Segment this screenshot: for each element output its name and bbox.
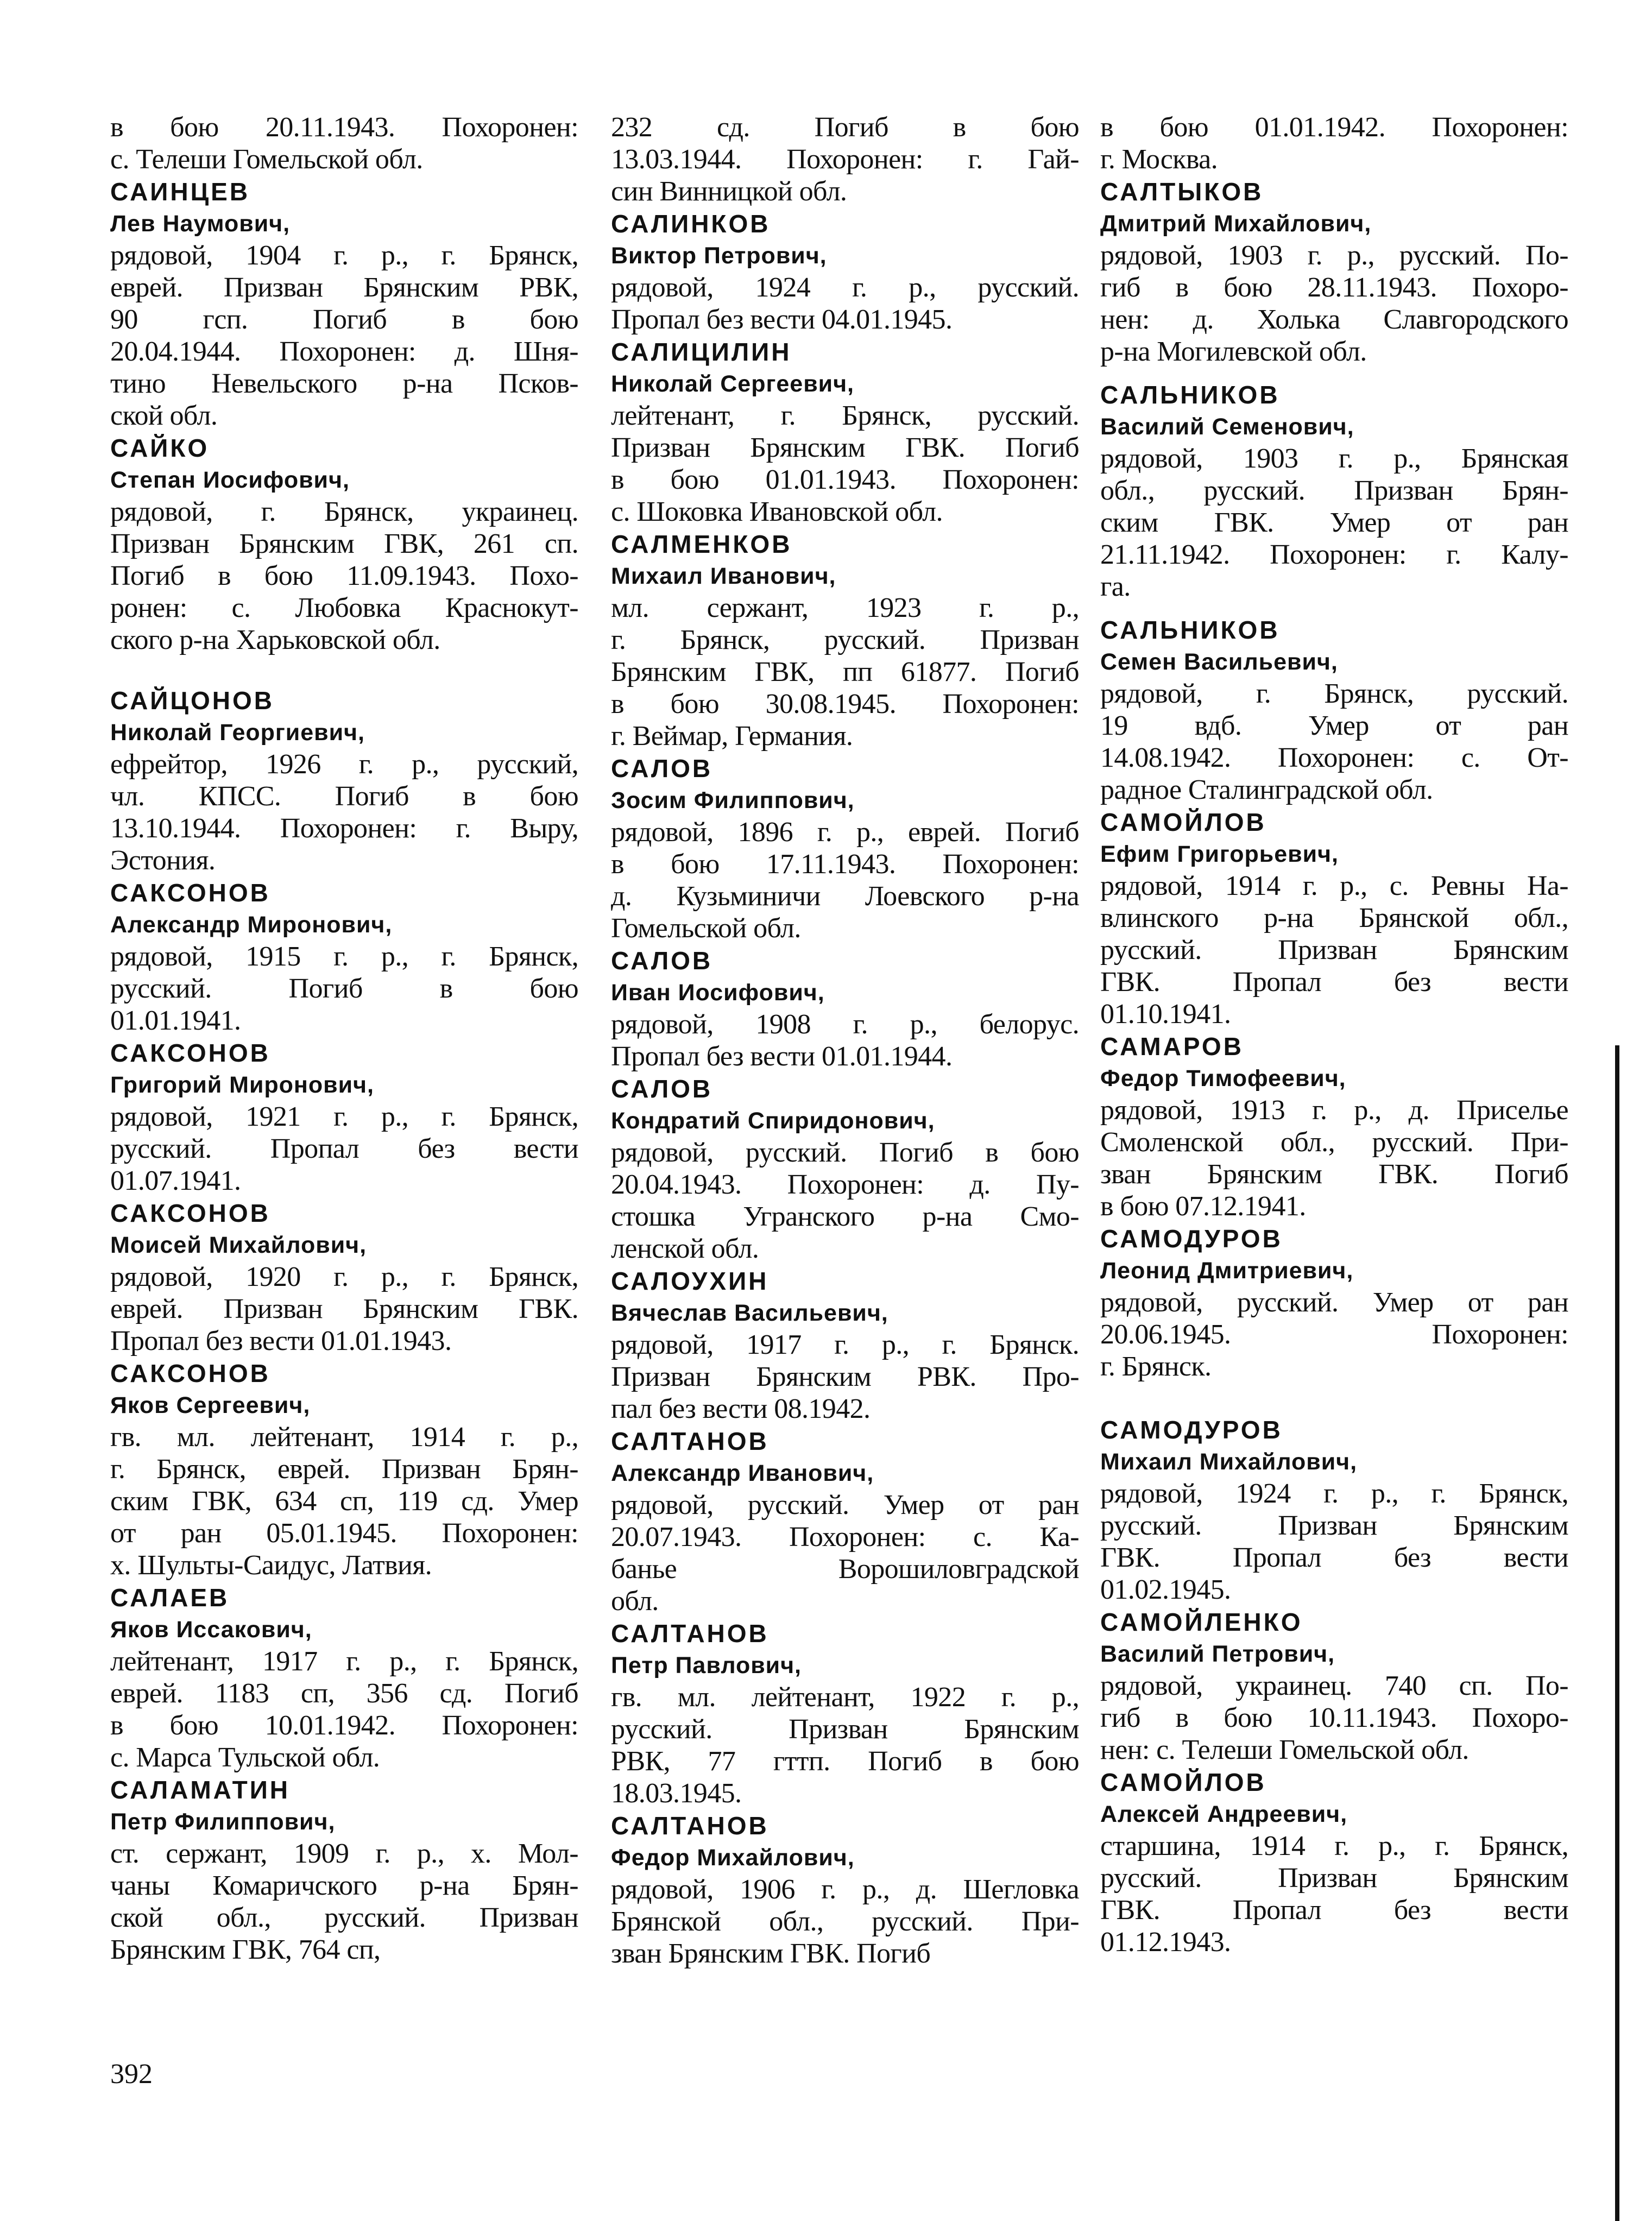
- text-line: ским ГВК, 634 сп, 119 сд. Умер: [110, 1486, 578, 1517]
- entry-given-name: Григорий Миронович,: [110, 1072, 374, 1098]
- person-entry: [1100, 1030, 1568, 1222]
- entry-surname: САМОДУРОВ: [1100, 1225, 1283, 1253]
- text-line: с. Телеши Гомельской обл.: [110, 144, 423, 175]
- entry-surname: САЛОВ: [611, 947, 713, 975]
- text-line: ГВК. Пропал без вести: [1100, 1895, 1568, 1926]
- text-line: гв. мл. лейтенант, 1914 г. р.,: [110, 1422, 578, 1453]
- entry-given-name: Семен Васильевич,: [1100, 649, 1338, 675]
- text-line: русский. Призван Брянским: [611, 1714, 1079, 1745]
- text-line: рядовой, г. Брянск, украинец.: [110, 496, 578, 527]
- entry-given-name: Василий Семенович,: [1100, 414, 1354, 440]
- text-line: Эстония.: [110, 845, 216, 876]
- text-line: рядовой, 1903 г. р., Брянская: [1100, 443, 1568, 474]
- text-line: в бою 07.12.1941.: [1100, 1191, 1306, 1222]
- person-entry: [110, 1357, 578, 1581]
- scan-edge-bar: [1615, 1045, 1619, 2221]
- entry-given-name: Василий Петрович,: [1100, 1641, 1335, 1667]
- text-line: еврей. Призван Брянским РВК,: [110, 272, 578, 303]
- entry-surname: САЛМЕНКОВ: [611, 530, 792, 558]
- text-line: Брянским ГВК, 764 сп,: [110, 1934, 381, 1965]
- text-line: гиб в бою 28.11.1943. Похоро-: [1100, 272, 1568, 303]
- text-line: Пропал без вести 01.01.1944.: [611, 1041, 953, 1072]
- text-line: г. Брянск, еврей. Призван Брян-: [110, 1454, 578, 1485]
- text-line: еврей. 1183 сп, 356 сд. Погиб: [110, 1678, 578, 1709]
- entry-surname: САЛОВ: [611, 1075, 713, 1103]
- person-entry: [1100, 175, 1568, 368]
- text-line: с. Марса Тульской обл.: [110, 1742, 380, 1773]
- entry-given-name: Иван Иосифович,: [611, 980, 825, 1006]
- text-line: 21.11.1942. Похоронен: г. Калу-: [1100, 539, 1568, 570]
- person-entry: [110, 1197, 578, 1357]
- continuation-text: [1100, 111, 1568, 175]
- text-line: 232 сд. Погиб в бою: [611, 112, 1079, 143]
- entry-given-name: Ефим Григорьевич,: [1100, 841, 1339, 867]
- continuation-text: [110, 111, 578, 175]
- person-entry: [110, 876, 578, 1037]
- entry-surname: САМАРОВ: [1100, 1032, 1244, 1061]
- page-number: 392: [110, 2059, 153, 2090]
- text-line: рядовой, русский. Умер от ран: [611, 1490, 1079, 1520]
- text-line: г. Брянск, русский. Призван: [611, 624, 1079, 655]
- text-line: г. Москва.: [1100, 144, 1218, 175]
- text-line: рядовой, 1917 г. р., г. Брянск.: [611, 1329, 1079, 1360]
- text-line: старшина, 1914 г. р., г. Брянск,: [1100, 1831, 1568, 1862]
- text-line: русский. Призван Брянским: [1100, 935, 1568, 966]
- text-line: Пропал без вести 01.01.1943.: [110, 1326, 452, 1356]
- text-line: рядовой, 1906 г. р., д. Шегловка: [611, 1874, 1079, 1905]
- person-entry: [1100, 1222, 1568, 1383]
- text-line: лейтенант, г. Брянск, русский.: [611, 400, 1079, 431]
- text-line: чаны Комаричского р-на Брян-: [110, 1870, 578, 1901]
- text-line: 01.10.1941.: [1100, 999, 1231, 1030]
- text-line: рядовой, 1908 г. р., белорус.: [611, 1009, 1079, 1040]
- text-line: РВК, 77 гттп. Погиб в бою: [611, 1746, 1079, 1777]
- text-line: нен: с. Телеши Гомельской обл.: [1100, 1734, 1469, 1765]
- text-line: Гомельской обл.: [611, 913, 801, 944]
- text-line: ского р-на Харьковской обл.: [110, 624, 440, 655]
- text-line: радное Сталинградской обл.: [1100, 774, 1433, 805]
- spacer: [1100, 368, 1568, 378]
- person-entry: [1100, 1414, 1568, 1606]
- text-line: 13.03.1944. Похоронен: г. Гай-: [611, 144, 1079, 175]
- entry-surname: САМОЙЛОВ: [1100, 1768, 1266, 1796]
- person-entry: [611, 1617, 1079, 1809]
- text-line: пал без вести 08.1942.: [611, 1393, 871, 1424]
- entry-surname: САКСОНОВ: [110, 879, 270, 907]
- text-line: рядовой, 1921 г. р., г. Брянск,: [110, 1101, 578, 1132]
- entry-surname: САЛТАНОВ: [611, 1427, 769, 1455]
- text-line: мл. сержант, 1923 г. р.,: [611, 592, 1079, 623]
- entry-given-name: Яков Сергеевич,: [110, 1392, 311, 1418]
- person-entry: [611, 207, 1079, 336]
- entry-given-name: Петр Павлович,: [611, 1652, 802, 1679]
- text-line: рядовой, 1913 г. р., д. Приселье: [1100, 1095, 1568, 1126]
- text-line: еврей. Призван Брянским ГВК.: [110, 1294, 578, 1324]
- entry-surname: САЛИНКОВ: [611, 210, 771, 238]
- text-line: лейтенант, 1917 г. р., г. Брянск,: [110, 1646, 578, 1677]
- entry-given-name: Леонид Дмитриевич,: [1100, 1258, 1354, 1284]
- entry-given-name: Федор Тимофеевич,: [1100, 1065, 1346, 1091]
- text-line: Призван Брянским ГВК. Погиб: [611, 432, 1079, 463]
- person-entry: [611, 1265, 1079, 1425]
- text-line: 01.12.1943.: [1100, 1927, 1231, 1958]
- entry-surname: САКСОНОВ: [110, 1199, 270, 1227]
- entry-given-name: Николай Сергеевич,: [611, 371, 854, 397]
- entry-surname: САИНЦЕВ: [110, 178, 250, 206]
- text-line: тино Невельского р-на Псков-: [110, 368, 578, 399]
- text-line: ефрейтор, 1926 г. р., русский,: [110, 749, 578, 780]
- text-line: р-на Могилевской обл.: [1100, 336, 1367, 367]
- text-line: стошка Угранского р-на Смо-: [611, 1201, 1079, 1232]
- text-line: нен: д. Холька Славгородского: [1100, 304, 1568, 335]
- text-line: ст. сержант, 1909 г. р., х. Мол-: [110, 1838, 578, 1869]
- person-entry: [1100, 1606, 1568, 1766]
- spacer: [1100, 1383, 1568, 1414]
- text-line: влинского р-на Брянской обл.,: [1100, 903, 1568, 933]
- person-entry: [611, 1809, 1079, 1970]
- text-line: син Винницкой обл.: [611, 176, 847, 207]
- text-line: рядовой, 1914 г. р., с. Ревны На-: [1100, 870, 1568, 901]
- text-line: д. Кузьминичи Лоевского р-на: [611, 881, 1079, 912]
- text-line: обл., русский. Призван Брян-: [1100, 475, 1568, 506]
- text-line: рядовой, русский. Умер от ран: [1100, 1287, 1568, 1318]
- text-line: ГВК. Пропал без вести: [1100, 1542, 1568, 1573]
- entry-surname: САЛТАНОВ: [611, 1812, 769, 1840]
- text-line: га.: [1100, 571, 1131, 602]
- entry-surname: САЛЬНИКОВ: [1100, 616, 1280, 644]
- entry-surname: САЛИЦИЛИН: [611, 338, 792, 366]
- text-line: ской обл.: [110, 400, 218, 431]
- text-line: рядовой, 1924 г. р., г. Брянск,: [1100, 1478, 1568, 1509]
- person-entry: [611, 752, 1079, 944]
- person-entry: [1100, 378, 1568, 603]
- text-line: Смоленской обл., русский. При-: [1100, 1127, 1568, 1158]
- text-line: 19 вдб. Умер от ран: [1100, 710, 1568, 741]
- entry-surname: САЙЦОНОВ: [110, 686, 274, 715]
- text-line: рядовой, 1920 г. р., г. Брянск,: [110, 1261, 578, 1292]
- text-line: 18.03.1945.: [611, 1778, 742, 1809]
- entry-surname: САЙКО: [110, 434, 210, 462]
- entry-given-name: Александр Иванович,: [611, 1460, 874, 1486]
- spacer: [1100, 603, 1568, 614]
- entry-given-name: Алексей Андреевич,: [1100, 1801, 1348, 1827]
- entry-surname: САМОЙЛОВ: [1100, 808, 1266, 836]
- text-line: русский. Погиб в бою: [110, 973, 578, 1004]
- entry-given-name: Николай Георгиевич,: [110, 720, 365, 746]
- entry-surname: САМОЙЛЕНКО: [1100, 1608, 1303, 1636]
- text-line: рядовой, 1904 г. р., г. Брянск,: [110, 240, 578, 271]
- text-line: ленской обл.: [611, 1233, 759, 1264]
- person-entry: [110, 1581, 578, 1774]
- entry-surname: САКСОНОВ: [110, 1039, 270, 1067]
- text-line: Призван Брянским РВК. Про-: [611, 1361, 1079, 1392]
- person-entry: [611, 336, 1079, 528]
- text-line: рядовой, 1903 г. р., русский. По-: [1100, 240, 1568, 271]
- text-line: 01.07.1941.: [110, 1165, 241, 1196]
- entry-given-name: Яков Иссакович,: [110, 1617, 312, 1643]
- text-line: 20.06.1945. Похоронен:: [1100, 1319, 1568, 1350]
- text-line: обл.: [611, 1586, 659, 1617]
- text-line: 20.07.1943. Похоронен: с. Ка-: [611, 1522, 1079, 1553]
- entry-surname: САМОДУРОВ: [1100, 1416, 1283, 1444]
- person-entry: [611, 528, 1079, 752]
- person-entry: [611, 1425, 1079, 1617]
- text-line: 20.04.1944. Похоронен: д. Шня-: [110, 336, 578, 367]
- entry-given-name: Лев Наумович,: [110, 211, 291, 237]
- text-line: г. Брянск.: [1100, 1351, 1212, 1382]
- text-line: чл. КПСС. Погиб в бою: [110, 781, 578, 812]
- text-line: 20.04.1943. Похоронен: д. Пу-: [611, 1169, 1079, 1200]
- text-line: ронен: с. Любовка Краснокут-: [110, 592, 578, 623]
- text-line: русский. Призван Брянским: [1100, 1863, 1568, 1894]
- text-line: 90 гсп. Погиб в бою: [110, 304, 578, 335]
- entry-surname: САЛАЕВ: [110, 1583, 230, 1612]
- text-line: в бою 01.01.1942. Похоронен:: [1100, 112, 1568, 143]
- text-line: рядовой, русский. Погиб в бою: [611, 1137, 1079, 1168]
- text-line: рядовой, г. Брянск, русский.: [1100, 678, 1568, 709]
- entry-given-name: Вячеслав Васильевич,: [611, 1300, 888, 1326]
- person-entry: [1100, 614, 1568, 806]
- text-line: русский. Призван Брянским: [1100, 1510, 1568, 1541]
- entry-given-name: Степан Иосифович,: [110, 467, 350, 493]
- column-1: [110, 111, 578, 1966]
- entry-given-name: Зосим Филиппович,: [611, 787, 855, 813]
- text-line: рядовой, украинец. 740 сп. По-: [1100, 1670, 1568, 1701]
- entry-given-name: Моисей Михайлович,: [110, 1232, 367, 1258]
- entry-given-name: Дмитрий Михайлович,: [1100, 211, 1372, 237]
- text-line: русский. Пропал без вести: [110, 1133, 578, 1164]
- entry-surname: САЛОВ: [611, 754, 713, 783]
- text-line: гв. мл. лейтенант, 1922 г. р.,: [611, 1682, 1079, 1713]
- text-line: Погиб в бою 11.09.1943. Похо-: [110, 560, 578, 591]
- text-line: с. Шоковка Ивановской обл.: [611, 496, 943, 527]
- entry-given-name: Михаил Иванович,: [611, 563, 836, 589]
- text-line: рядовой, 1915 г. р., г. Брянск,: [110, 941, 578, 972]
- text-line: ГВК. Пропал без вести: [1100, 967, 1568, 998]
- person-entry: [110, 432, 578, 656]
- entry-given-name: Федор Михайлович,: [611, 1845, 855, 1871]
- text-line: в бою 30.08.1945. Похоронен:: [611, 689, 1079, 720]
- entry-given-name: Александр Миронович,: [110, 912, 393, 938]
- text-line: от ран 05.01.1945. Похоронен:: [110, 1518, 578, 1549]
- text-line: г. Веймар, Германия.: [611, 721, 853, 752]
- text-line: в бою 10.01.1942. Похоронен:: [110, 1710, 578, 1741]
- entry-given-name: Виктор Петрович,: [611, 243, 827, 269]
- text-line: в бою 01.01.1943. Похоронен:: [611, 464, 1079, 495]
- entry-surname: САЛЬНИКОВ: [1100, 381, 1280, 409]
- column-2: [611, 111, 1079, 1970]
- continuation-text: [611, 111, 1079, 207]
- person-entry: [110, 684, 578, 876]
- text-line: в бою 17.11.1943. Похоронен:: [611, 849, 1079, 880]
- text-line: зван Брянским ГВК. Погиб: [1100, 1159, 1568, 1190]
- person-entry: [1100, 1766, 1568, 1958]
- text-line: рядовой, 1896 г. р., еврей. Погиб: [611, 817, 1079, 848]
- entry-given-name: Петр Филиппович,: [110, 1809, 336, 1835]
- column-3: [1100, 111, 1568, 1958]
- text-line: ским ГВК. Умер от ран: [1100, 507, 1568, 538]
- text-line: 13.10.1944. Похоронен: г. Выру,: [110, 813, 578, 844]
- person-entry: [1100, 806, 1568, 1030]
- text-line: 14.08.1942. Похоронен: с. От-: [1100, 742, 1568, 773]
- text-line: рядовой, 1924 г. р., русский.: [611, 272, 1079, 303]
- entry-surname: САКСОНОВ: [110, 1359, 270, 1387]
- person-entry: [110, 1037, 578, 1197]
- text-line: ской обл., русский. Призван: [110, 1902, 578, 1933]
- person-entry: [110, 175, 578, 432]
- entry-surname: САЛТЫКОВ: [1100, 178, 1264, 206]
- text-line: 01.02.1945.: [1100, 1574, 1231, 1605]
- text-line: Пропал без вести 04.01.1945.: [611, 304, 953, 335]
- entry-surname: САЛТАНОВ: [611, 1619, 769, 1648]
- text-line: х. Шульты-Саидус, Латвия.: [110, 1550, 432, 1581]
- spacer: [110, 656, 578, 684]
- text-line: Призван Брянским ГВК, 261 сп.: [110, 528, 578, 559]
- text-line: гиб в бою 10.11.1943. Похоро-: [1100, 1702, 1568, 1733]
- entry-given-name: Михаил Михайлович,: [1100, 1449, 1358, 1475]
- person-entry: [110, 1774, 578, 1966]
- text-line: в бою 20.11.1943. Похоронен:: [110, 112, 578, 143]
- person-entry: [611, 1072, 1079, 1265]
- text-line: 01.01.1941.: [110, 1005, 241, 1036]
- entry-surname: САЛОУХИН: [611, 1267, 769, 1295]
- text-line: Брянской обл., русский. При-: [611, 1906, 1079, 1937]
- person-entry: [611, 944, 1079, 1072]
- text-line: Брянским ГВК, пп 61877. Погиб: [611, 657, 1079, 687]
- text-line: банье Ворошиловградской: [611, 1554, 1079, 1585]
- entry-surname: САЛАМАТИН: [110, 1776, 290, 1804]
- text-line: зван Брянским ГВК. Погиб: [611, 1938, 931, 1969]
- entry-given-name: Кондратий Спиридонович,: [611, 1108, 935, 1134]
